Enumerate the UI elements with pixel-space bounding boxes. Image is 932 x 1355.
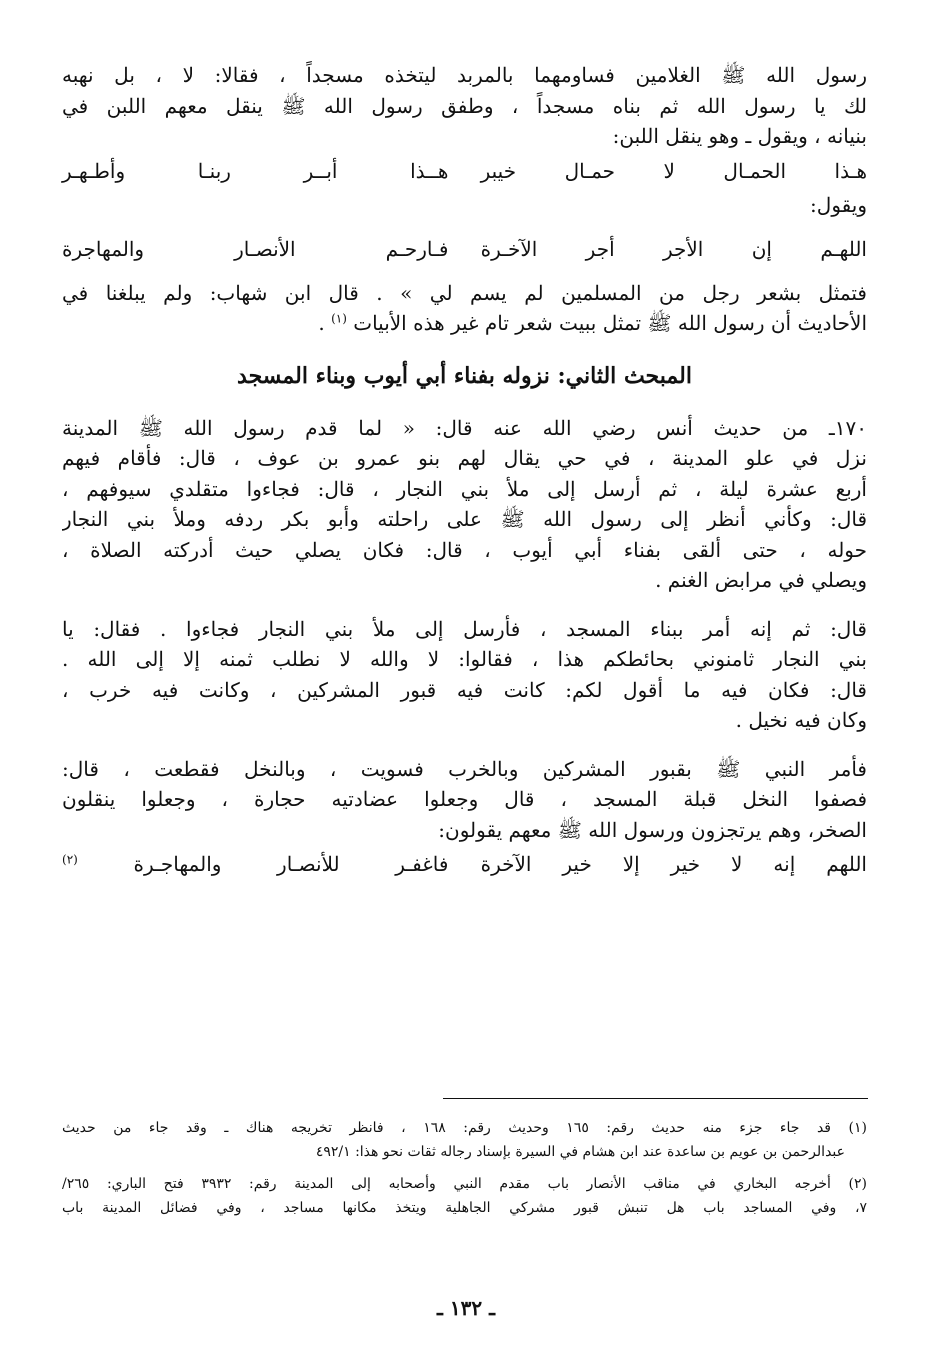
verse-second-hemistich: فـارحـم الأنصـار والمهاجرة — [62, 236, 449, 261]
footnote-ref-2: (٢) — [62, 852, 78, 867]
verse-first-hemistich: اللهم إنه لا خير إلا خير الآخرة — [480, 852, 867, 876]
footnote-line: (١) قد جاء جزء منه حديث رقم: ١٦٥ وحديث رقم: ١٦٨ ، فانظر تخريجه هناك ـ وقد جاء من حديث — [62, 1120, 867, 1136]
text-line: فصفوا النخل قبلة المسجد ، قال وجعلوا عضادتيه حجارة ، وجعلوا ينقلون — [62, 787, 867, 811]
text-line: أربع عشرة ليلة ، ثم أرسل إلى ملأ بني النجار ، قال: فجاءوا متقلدي سيوفهم ، — [62, 476, 867, 501]
text-line: بنيانه ، ويقول ـ وهو ينقل اللبن: — [612, 124, 867, 148]
text-line: رسول الله ﷺ الغلامين فساومهما بالمربد ليتخذه مسجداً ، فقالا: لا ، بل نهبه — [62, 63, 867, 87]
footnote-2 — [62, 1172, 867, 1220]
paragraph-gap — [62, 596, 867, 614]
paragraph-gap — [62, 736, 867, 754]
verse-second-hemistich — [62, 849, 448, 879]
text-line: فأمر النبي ﷺ بقبور المشركين وبالخرب فسويت ، وبالنخل فقطعت ، قال: — [62, 756, 867, 781]
text-segment: . — [318, 311, 332, 335]
says-label: ويقول: — [810, 192, 867, 217]
text-line: ويصلي في مرابض الغنم . — [655, 568, 867, 592]
text-segment: الأحاديث أن رسول الله ﷺ تمثل ببيت شعر تام غير هذه الأبيات — [353, 311, 867, 335]
verse-couplet-1 — [62, 156, 867, 186]
intro-paragraph — [62, 60, 867, 152]
text-line: ١٧٠ـ من حديث أنس رضي الله عنه قال: « لما قدم رسول الله ﷺ المدينة — [62, 415, 867, 440]
paragraph-palms — [62, 754, 867, 846]
verse-first-hemistich: هـذا الحمـال لا حمـال خيبر — [480, 158, 867, 183]
text-line: قال: ثم إنه أمر ببناء المسجد ، فأرسل إلى ملأ بني النجار فجاءوا . فقال: يا — [62, 616, 867, 641]
text-line: حوله ، حتى ألقى بفناء أبي أيوب ، قال: فكان يصلي حيث أدركته الصلاة ، — [62, 537, 867, 562]
footnote-line: ٧، وفي المساجد باب هل تنبش قبور مشركي الجاهلية ويتخذ مكانها مساجد ، وفي فضائل المدينة باب — [62, 1200, 867, 1216]
text-line: قال: وكأني أنظر إلى رسول الله ﷺ على راحلته وأبو بكر ردفه وملأ بني النجار — [62, 507, 867, 531]
page-number: ـ ١٣٢ ـ — [437, 1296, 495, 1320]
text-line: وكان فيه نخيل . — [735, 708, 867, 732]
verse-second-hemistich: هــذا أبــر ربنـا وأطـهـر — [62, 158, 449, 183]
footnote-line: (٢) أخرجه البخاري في مناقب الأنصار باب مقدم النبي وأصحابه إلى المدينة رقم: ٣٩٣٢ فتح الباري: ٢٦٥/ — [62, 1176, 867, 1192]
paragraph-ibn-shihab — [62, 278, 867, 339]
paragraph-building-mosque — [62, 614, 867, 736]
text-line — [62, 308, 867, 339]
hadith-paragraph — [62, 413, 867, 596]
text-segment: فاغفـر للأنصـار والمهاجـرة — [133, 852, 449, 876]
text-line: لك يا رسول الله ثم بناه مسجداً ، وطفق رسول الله ﷺ ينقل معهم اللبن في — [62, 93, 867, 118]
text-line: بني النجار ثامنوني بحائطكم هذا ، فقالوا: لا والله لا نطلب ثمنه إلا إلى الله . — [62, 647, 867, 671]
footnote-line: عبدالرحمن بن عويم بن ساعدة عند ابن هشام في السيرة بإسناد رجاله ثقات نحو هذا: ٤٩٢/١ — [315, 1144, 845, 1160]
verse-couplet-3 — [62, 849, 867, 879]
section-heading: المبحث الثاني: نزوله بفناء أبي أيوب وبناء المسجد — [237, 362, 692, 389]
text-line: فتمثل بشعر رجل من المسلمين لم يسم لي » . قال ابن شهاب: ولم يبلغنا في — [62, 280, 867, 305]
text-line: قال: فكان فيه ما أقول لكم: كانت فيه قبور المشركين ، وكانت فيه خرب ، — [62, 677, 867, 702]
footnote-separator — [443, 1098, 868, 1099]
text-line: الصخر، وهم يرتجزون ورسول الله ﷺ معهم يقولون: — [438, 817, 867, 842]
text-line: نزل في علو المدينة ، في حي يقال لهم بنو عمرو بن عوف ، قال: فأقام فيهم — [62, 446, 867, 470]
verse-first-hemistich: اللهـم إن الأجر أجر الآخـرة — [480, 236, 867, 261]
verse-couplet-2 — [62, 234, 867, 264]
footnote-1 — [62, 1116, 867, 1164]
page-body — [62, 60, 867, 883]
footnote-ref-1: (١) — [331, 311, 347, 326]
footnotes — [62, 1116, 867, 1228]
